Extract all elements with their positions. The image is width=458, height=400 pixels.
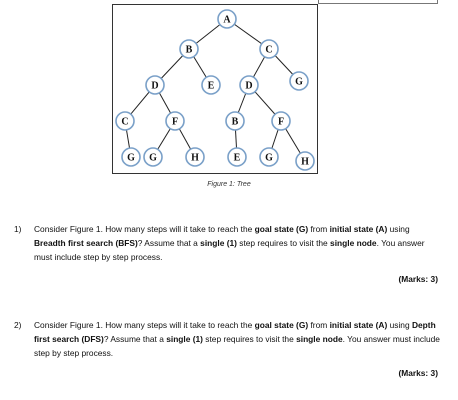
node-label: F	[171, 116, 179, 128]
bold-term: initial state (A)	[329, 224, 388, 234]
tree-node	[226, 112, 244, 130]
text-run: . You answer must include step by step process.	[34, 238, 425, 263]
question-number: 1)	[14, 224, 22, 234]
node-label: F	[277, 116, 285, 128]
tree-node	[116, 112, 134, 130]
node-label: G	[265, 152, 273, 164]
bold-term: initial state (A)	[329, 320, 388, 330]
top-frame-edge	[318, 0, 438, 4]
text-run: using	[387, 224, 410, 234]
bold-term: Depth first search (DFS)	[34, 320, 436, 345]
question-1	[14, 222, 440, 265]
bold-term: goal state (G)	[254, 320, 309, 330]
bold-term: single node	[296, 334, 343, 345]
bold-term: goal state (G)	[254, 224, 309, 234]
tree-figure	[112, 4, 318, 174]
tree-node	[240, 76, 258, 94]
tree-node	[166, 112, 184, 130]
tree-node	[146, 76, 164, 94]
node-label: D	[245, 80, 253, 92]
text-run: ? Assume that a	[137, 238, 201, 249]
text-run: using	[387, 320, 412, 330]
text-run: Consider Figure 1. How many steps will it take to reach the	[34, 224, 255, 234]
bold-term: single node	[330, 238, 377, 249]
text-run: from	[308, 320, 330, 330]
tree-node	[260, 148, 278, 166]
node-label: G	[127, 152, 135, 164]
node-label: H	[301, 156, 309, 168]
question-number: 2)	[14, 320, 22, 330]
text-run: step requires to visit the	[202, 334, 297, 345]
text-run: ? Assume that a	[103, 334, 167, 345]
text-run: . You answer must include step by step process.	[34, 334, 440, 359]
bold-term: single (1)	[200, 238, 237, 249]
tree-diagram	[113, 5, 319, 175]
tree-node	[272, 112, 290, 130]
tree-node	[228, 148, 246, 166]
node-label: C	[265, 44, 273, 56]
tree-node	[260, 40, 278, 58]
node-label: E	[233, 152, 241, 164]
tree-node	[122, 148, 140, 166]
question-text	[34, 318, 440, 361]
bold-term: single (1)	[166, 334, 203, 345]
node-label: E	[207, 80, 215, 92]
tree-node	[202, 76, 220, 94]
bold-term: Breadth first search (BFS)	[34, 238, 138, 249]
node-label: B	[185, 44, 193, 56]
marks-label: (Marks: 3)	[398, 274, 438, 284]
tree-node	[180, 40, 198, 58]
question-2	[14, 318, 440, 361]
tree-node	[144, 148, 162, 166]
node-label: B	[231, 116, 239, 128]
node-label: G	[149, 152, 157, 164]
node-label: A	[223, 14, 231, 26]
node-label: C	[121, 116, 129, 128]
text-run: step requires to visit the	[236, 238, 331, 249]
node-label: D	[151, 80, 159, 92]
tree-node	[218, 10, 236, 28]
tree-node	[296, 152, 314, 170]
tree-node	[290, 72, 308, 90]
text-run: from	[308, 224, 330, 234]
text-run: Consider Figure 1. How many steps will it take to reach the	[34, 320, 255, 330]
figure-caption: Figure 1: Tree	[207, 181, 251, 188]
tree-node	[186, 148, 204, 166]
node-label: G	[295, 76, 303, 88]
marks-label: (Marks: 3)	[398, 368, 438, 378]
node-label: H	[191, 152, 199, 164]
question-text	[34, 222, 440, 265]
